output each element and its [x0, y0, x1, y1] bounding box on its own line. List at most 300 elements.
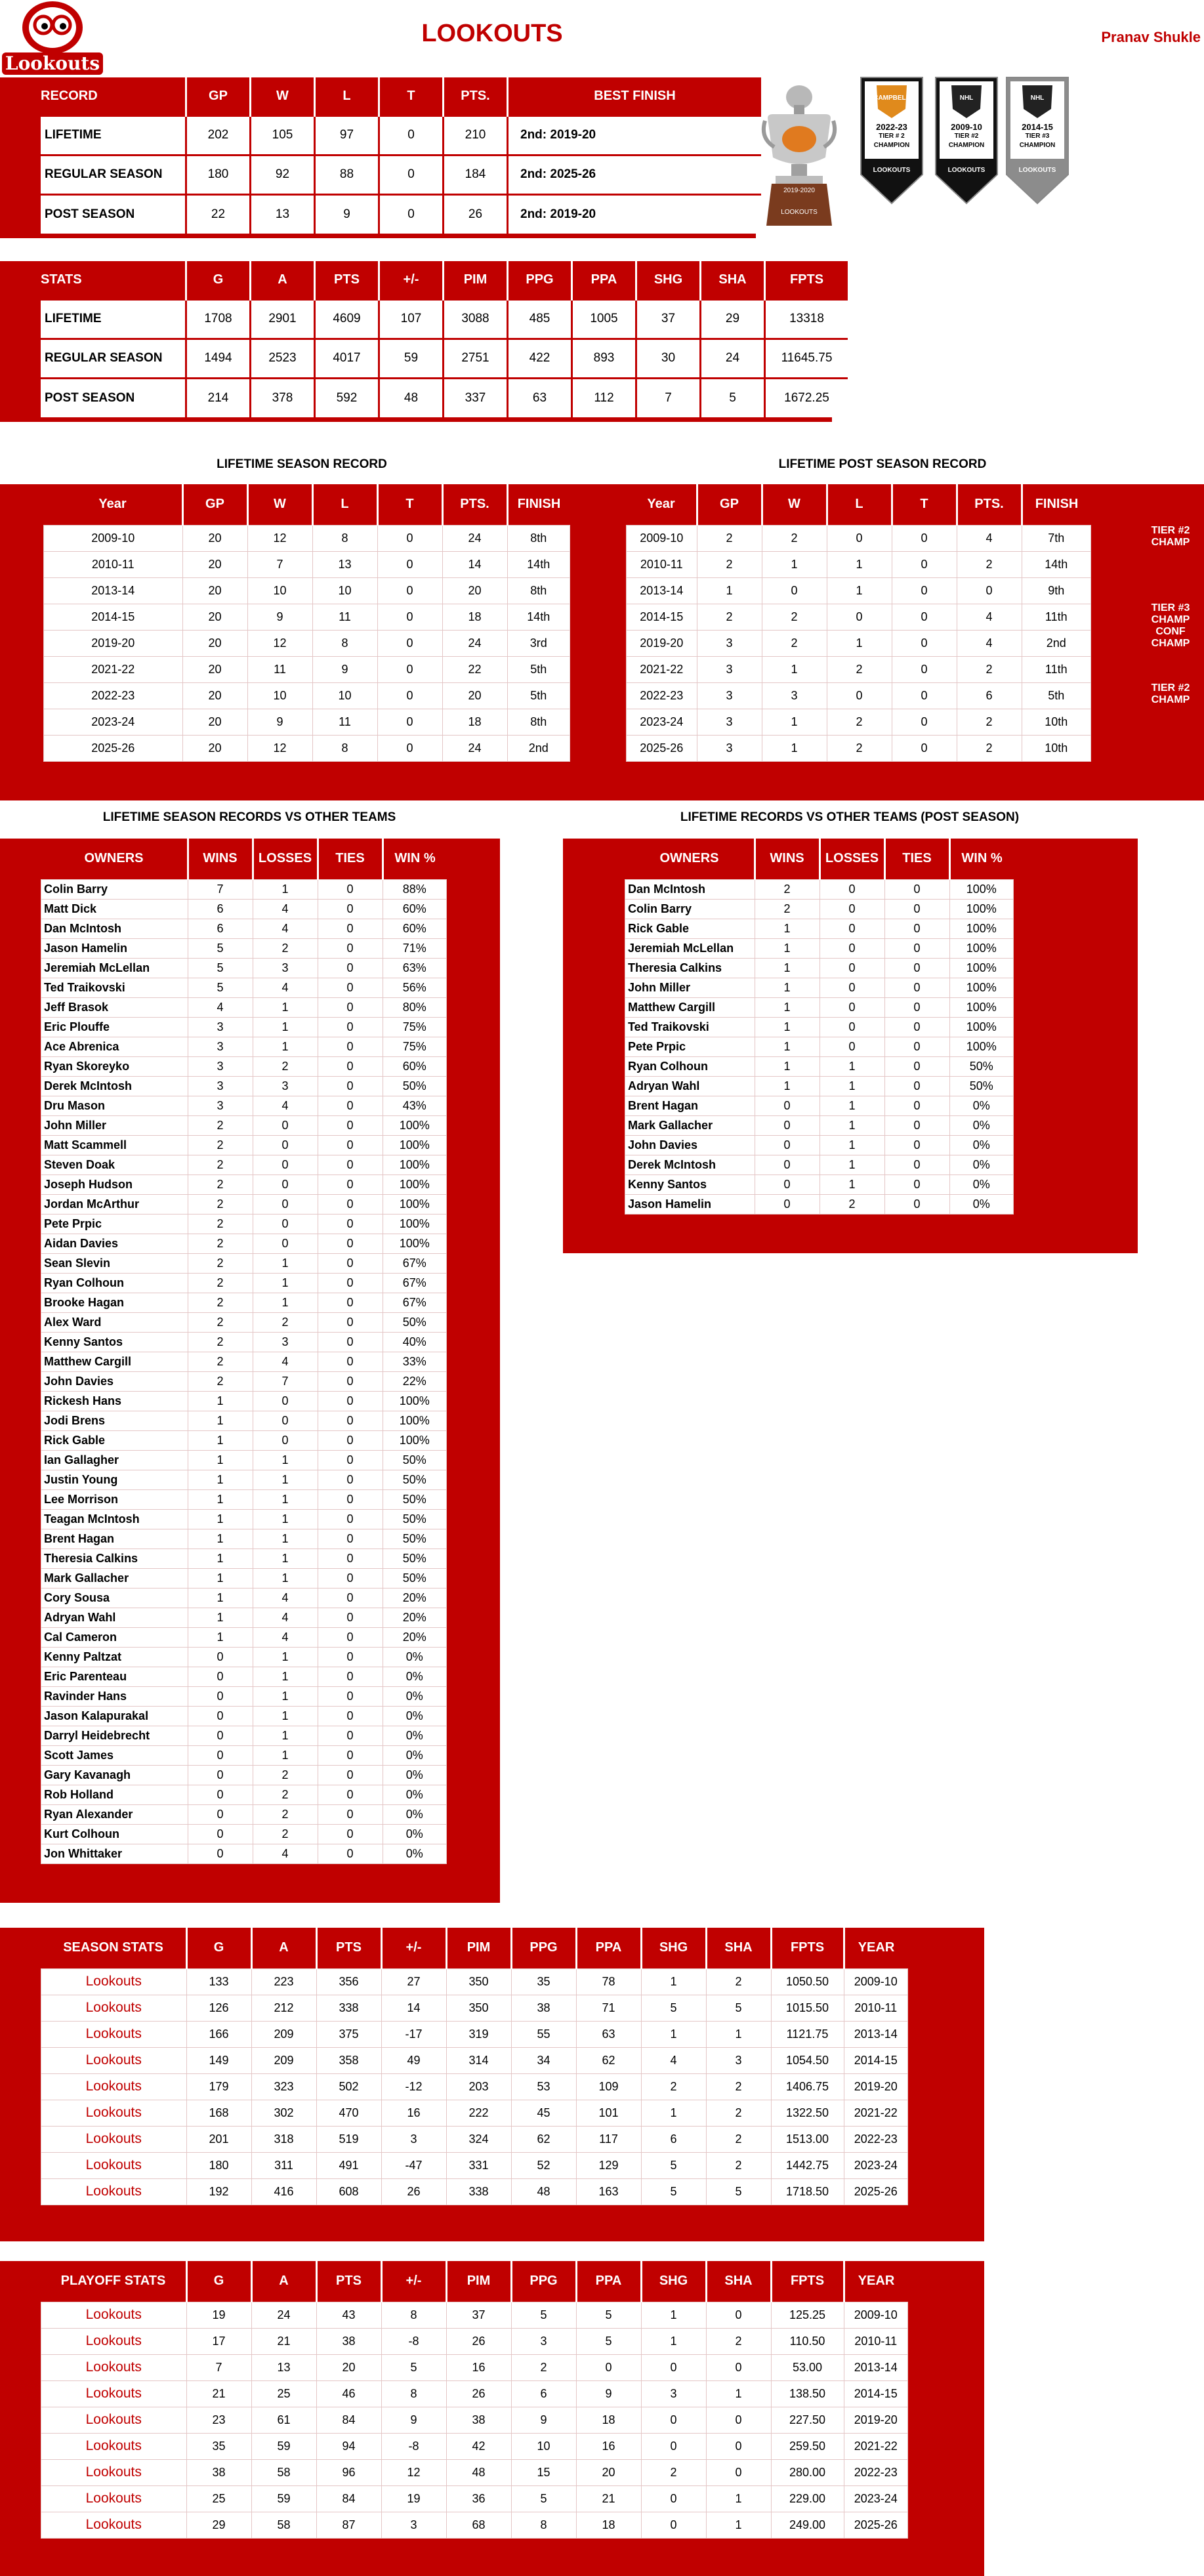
header-spacer — [0, 77, 41, 115]
banner-year: 2014-15 — [1022, 122, 1053, 132]
column-header: W — [762, 484, 827, 525]
table-cell: 5 — [381, 2354, 446, 2380]
table-cell: 84 — [316, 2485, 381, 2512]
table-cell: 331 — [446, 2152, 511, 2178]
table-cell: 0 — [318, 1844, 383, 1863]
table-cell: 0 — [884, 1135, 949, 1155]
column-header: +/- — [381, 2261, 446, 2302]
table-row — [41, 2302, 908, 2328]
table-cell: 0 — [377, 604, 442, 630]
table-cell: 0% — [383, 1726, 447, 1745]
row-spacer — [0, 339, 41, 378]
table-row — [627, 630, 1091, 656]
column-header: GP — [697, 484, 762, 525]
row-label: Brent Hagan — [41, 1529, 188, 1548]
row-label: Lookouts — [41, 2302, 187, 2328]
column-header: SHA — [706, 2261, 771, 2302]
table-cell: 1 — [188, 1411, 253, 1430]
table-cell: 48 — [379, 378, 444, 417]
table-cell: 502 — [316, 2073, 381, 2100]
table-cell: 2 — [697, 525, 762, 551]
table-cell: 5 — [701, 378, 765, 417]
table-cell: 209 — [251, 2047, 316, 2073]
column-header: PPA — [576, 1928, 641, 1968]
column-header: PIM — [446, 1928, 511, 1968]
table-cell: 2nd: 2019-20 — [508, 194, 762, 234]
row-label: Lookouts — [41, 2407, 187, 2433]
table-row — [0, 299, 848, 339]
table-cell: 2023-24 — [844, 2152, 908, 2178]
table-cell: 358 — [316, 2047, 381, 2073]
row-label: Lookouts — [41, 2100, 187, 2126]
table-cell: 100% — [949, 879, 1014, 899]
table-cell: 0 — [318, 919, 383, 938]
table-cell: 0 — [884, 899, 949, 919]
table-cell: 60% — [383, 919, 447, 938]
table-cell: 0 — [892, 709, 957, 735]
table-cell: 71% — [383, 938, 447, 958]
table-cell: 5 — [511, 2485, 576, 2512]
table-row — [627, 577, 1091, 604]
table-cell: 50% — [383, 1548, 447, 1568]
table-cell: 59 — [379, 339, 444, 378]
table-cell: 0 — [884, 1037, 949, 1056]
table-cell: 3 — [697, 656, 762, 682]
row-label: Lookouts — [41, 1995, 187, 2021]
table-cell: 1 — [827, 630, 892, 656]
table-cell: 0 — [884, 879, 949, 899]
table-cell: 2 — [253, 1056, 318, 1076]
table-cell: 0% — [383, 1824, 447, 1844]
table-cell: 0 — [884, 919, 949, 938]
table-row — [41, 1509, 447, 1529]
column-header: T — [892, 484, 957, 525]
table-cell: 0 — [641, 2512, 706, 2538]
row-label: 2009-10 — [44, 525, 183, 551]
table-cell: 0 — [820, 958, 884, 978]
row-spacer — [0, 378, 41, 417]
row-label: Pete Prpic — [41, 1214, 188, 1234]
row-label: 2022-23 — [627, 682, 697, 709]
row-label: Ted Traikovski — [41, 978, 188, 997]
table-cell: 0 — [641, 2354, 706, 2380]
table-row — [41, 919, 447, 938]
table-cell: 11645.75 — [765, 339, 848, 378]
banner-result: CHAMPION — [948, 142, 985, 149]
table-cell: 24 — [442, 735, 507, 761]
season-record-title: LIFETIME SEASON RECORD — [217, 457, 387, 471]
table-cell: 1 — [820, 1155, 884, 1174]
table-cell: 0 — [188, 1706, 253, 1726]
table-cell: 67% — [383, 1253, 447, 1273]
table-cell: 1 — [253, 1745, 318, 1765]
table-cell: 0 — [820, 938, 884, 958]
table-cell: 2 — [253, 938, 318, 958]
table-cell: 49 — [381, 2047, 446, 2073]
table-row — [627, 682, 1091, 709]
banner-logo: NHL — [1030, 94, 1045, 102]
table-cell: 17 — [186, 2328, 251, 2354]
table-cell: 2 — [188, 1371, 253, 1391]
table-cell: 2 — [188, 1273, 253, 1293]
table-cell: 24 — [251, 2302, 316, 2328]
row-label: Dan McIntosh — [41, 919, 188, 938]
table-cell: 1 — [755, 1017, 820, 1037]
table-cell: 4017 — [315, 339, 379, 378]
row-label: Kenny Paltzat — [41, 1647, 188, 1667]
table-cell: 100% — [949, 997, 1014, 1017]
table-cell: 2 — [755, 879, 820, 899]
table-row — [41, 1726, 447, 1745]
table-cell: 80% — [383, 997, 447, 1017]
table-row — [627, 709, 1091, 735]
table-cell: 2 — [697, 604, 762, 630]
table-cell: 0 — [318, 1726, 383, 1745]
banner-year: 2022-23 — [876, 122, 907, 132]
table-cell: 50% — [383, 1529, 447, 1548]
table-cell: 6 — [188, 919, 253, 938]
table-cell: 1 — [188, 1391, 253, 1411]
table-cell: 249.00 — [771, 2512, 844, 2538]
column-header: Year — [44, 484, 183, 525]
row-label: Rickesh Hans — [41, 1391, 188, 1411]
table-row — [41, 2459, 908, 2485]
table-cell: 26 — [444, 194, 508, 234]
table-cell: 1 — [253, 1470, 318, 1489]
table-row — [41, 1096, 447, 1115]
table-cell: 68 — [446, 2512, 511, 2538]
table-cell: 2 — [957, 735, 1022, 761]
table-cell: 100% — [383, 1234, 447, 1253]
table-cell: 9 — [381, 2407, 446, 2433]
table-cell: 1 — [253, 1667, 318, 1686]
column-header: TIES — [318, 839, 383, 879]
table-row — [41, 2328, 908, 2354]
row-label: 2010-11 — [44, 551, 183, 577]
table-cell: 11 — [312, 604, 377, 630]
column-header: PTS — [315, 261, 379, 299]
table-cell: 100% — [949, 938, 1014, 958]
table-cell: 0 — [755, 1174, 820, 1194]
row-label: REGULAR SEASON — [41, 155, 186, 194]
table-cell: 4 — [957, 604, 1022, 630]
table-cell: 1 — [706, 2485, 771, 2512]
table-cell: 2 — [188, 1115, 253, 1135]
banner-tier: TIER # 2 — [879, 133, 905, 140]
table-cell: 50% — [383, 1509, 447, 1529]
table-cell: 0 — [892, 551, 957, 577]
table-cell: 422 — [508, 339, 572, 378]
table-cell: 100% — [383, 1155, 447, 1174]
table-cell: 0 — [318, 1332, 383, 1352]
table-cell: 105 — [251, 115, 315, 155]
table-cell: 1 — [820, 1135, 884, 1155]
table-cell: 23 — [186, 2407, 251, 2433]
table-cell: 1 — [827, 551, 892, 577]
table-cell: 1672.25 — [765, 378, 848, 417]
table-cell: 60% — [383, 1056, 447, 1076]
table-row — [41, 2100, 908, 2126]
table-cell: 2nd — [1022, 630, 1091, 656]
header-spacer — [0, 261, 41, 299]
table-cell: 50% — [383, 1450, 447, 1470]
table-cell: 0 — [755, 1115, 820, 1135]
table-cell: 25 — [186, 2485, 251, 2512]
column-header: RECORD — [41, 77, 186, 115]
table-cell: 0 — [318, 899, 383, 919]
table-cell: 350 — [446, 1995, 511, 2021]
table-cell: 1 — [253, 1548, 318, 1568]
table-cell: 29 — [186, 2512, 251, 2538]
table-cell: 22 — [186, 194, 251, 234]
table-cell: 0 — [188, 1844, 253, 1863]
table-cell: 7 — [186, 2354, 251, 2380]
table-row — [44, 709, 570, 735]
table-cell: 7 — [636, 378, 701, 417]
champion-banner — [934, 76, 999, 205]
table-cell: 138.50 — [771, 2380, 844, 2407]
table-row — [625, 997, 1014, 1017]
table-cell: 2 — [706, 2126, 771, 2152]
table-cell: 50% — [383, 1076, 447, 1096]
table-cell: 0 — [253, 1214, 318, 1234]
table-cell: 0 — [253, 1234, 318, 1253]
table-cell: 5 — [576, 2302, 641, 2328]
table-cell: 5 — [706, 2178, 771, 2205]
table-cell: 1054.50 — [771, 2047, 844, 2073]
table-cell: 12 — [247, 630, 312, 656]
column-header: G — [186, 261, 251, 299]
table-cell: 2 — [188, 1332, 253, 1352]
table-row — [41, 2126, 908, 2152]
playoff-note: TIER #3 CHAMP CONF CHAMP — [1151, 602, 1190, 649]
table-row — [41, 1647, 447, 1667]
banner-result: CHAMPION — [1019, 142, 1056, 149]
table-cell: 2010-11 — [844, 1995, 908, 2021]
table-row — [41, 1076, 447, 1096]
row-label: Teagan McIntosh — [41, 1509, 188, 1529]
table-cell: 375 — [316, 2021, 381, 2047]
table-row — [0, 115, 761, 155]
table-cell: 18 — [576, 2512, 641, 2538]
table-cell: 0 — [318, 1529, 383, 1548]
row-label: 2025-26 — [44, 735, 183, 761]
table-cell: 0 — [706, 2302, 771, 2328]
banner-result: CHAMPION — [873, 142, 910, 149]
table-cell: 100% — [949, 1037, 1014, 1056]
table-cell: 0 — [318, 1509, 383, 1529]
table-cell: 4 — [957, 525, 1022, 551]
table-cell: 470 — [316, 2100, 381, 2126]
table-row — [44, 682, 570, 709]
table-cell: 0% — [949, 1174, 1014, 1194]
column-header: PIM — [446, 2261, 511, 2302]
column-header: FPTS — [771, 2261, 844, 2302]
table-cell: 0 — [884, 1115, 949, 1135]
vs-teams-post-table — [625, 839, 1014, 1215]
table-cell: 0 — [827, 682, 892, 709]
table-row — [41, 1194, 447, 1214]
row-label: John Davies — [625, 1135, 755, 1155]
table-cell: 14th — [507, 551, 570, 577]
table-cell: 0 — [318, 1745, 383, 1765]
table-cell: 1 — [820, 1115, 884, 1135]
table-cell: -8 — [381, 2433, 446, 2459]
table-row — [627, 735, 1091, 761]
table-cell: 2 — [188, 1214, 253, 1234]
column-header: A — [251, 2261, 316, 2302]
table-cell: 0 — [318, 1076, 383, 1096]
table-row — [41, 1056, 447, 1076]
row-label: Cal Cameron — [41, 1627, 188, 1647]
table-cell: 0 — [188, 1804, 253, 1824]
table-cell: 2 — [706, 1968, 771, 1995]
table-row — [41, 1155, 447, 1174]
table-row — [41, 1529, 447, 1548]
table-row — [41, 1608, 447, 1627]
table-cell: 0 — [188, 1785, 253, 1804]
table-row — [41, 2047, 908, 2073]
table-cell: 6 — [188, 899, 253, 919]
cup-year: 2019-2020 — [783, 187, 815, 194]
column-header: FPTS — [765, 261, 848, 299]
table-row — [625, 1135, 1014, 1155]
table-cell: 259.50 — [771, 2433, 844, 2459]
table-cell: 378 — [251, 378, 315, 417]
table-cell: 34 — [511, 2047, 576, 2073]
table-cell: 13318 — [765, 299, 848, 339]
table-cell: 2 — [188, 1234, 253, 1253]
table-cell: 129 — [576, 2152, 641, 2178]
table-cell: 110.50 — [771, 2328, 844, 2354]
table-cell: -8 — [381, 2328, 446, 2354]
table-cell: 3 — [381, 2512, 446, 2538]
table-cell: 0 — [706, 2433, 771, 2459]
table-cell: 0 — [827, 525, 892, 551]
table-cell: 192 — [186, 2178, 251, 2205]
table-cell: 0 — [377, 656, 442, 682]
column-header: T — [379, 77, 444, 115]
table-cell: 0 — [318, 1391, 383, 1411]
table-cell: 0 — [379, 194, 444, 234]
row-label: POST SEASON — [41, 378, 186, 417]
row-label: Jeremiah McLellan — [41, 958, 188, 978]
table-cell: 109 — [576, 2073, 641, 2100]
table-cell: 100% — [949, 978, 1014, 997]
table-cell: 100% — [383, 1430, 447, 1450]
banner-logo: CAMPBELL — [873, 94, 910, 102]
row-label: Mark Gallacher — [41, 1568, 188, 1588]
table-cell: 2 — [188, 1253, 253, 1273]
table-cell: 0 — [253, 1174, 318, 1194]
table-cell: 0 — [318, 1312, 383, 1332]
table-cell: 19 — [186, 2302, 251, 2328]
row-label: Matthew Cargill — [41, 1352, 188, 1371]
table-cell: 0 — [755, 1096, 820, 1115]
table-cell: 100% — [949, 958, 1014, 978]
table-cell: 1 — [762, 551, 827, 577]
table-cell: 0 — [892, 630, 957, 656]
table-row — [41, 2380, 908, 2407]
column-header: PPG — [508, 261, 572, 299]
row-spacer — [0, 115, 41, 155]
table-cell: 0 — [318, 1253, 383, 1273]
table-cell: 14th — [1022, 551, 1091, 577]
table-cell: 0% — [383, 1785, 447, 1804]
table-cell: 1 — [253, 1647, 318, 1667]
row-label: John Davies — [41, 1371, 188, 1391]
table-cell: 0 — [755, 1194, 820, 1214]
trophy-cup — [760, 79, 839, 228]
row-label: Jason Hamelin — [41, 938, 188, 958]
column-header: G — [186, 2261, 251, 2302]
table-cell: 48 — [511, 2178, 576, 2205]
column-header: STATS — [41, 261, 186, 299]
table-cell: 2751 — [444, 339, 508, 378]
table-cell: 3 — [381, 2126, 446, 2152]
row-label: Dru Mason — [41, 1096, 188, 1115]
table-cell: 22 — [442, 656, 507, 682]
table-cell: 8th — [507, 525, 570, 551]
table-cell: 53 — [511, 2073, 576, 2100]
table-row — [44, 656, 570, 682]
column-header: PTS. — [442, 484, 507, 525]
table-cell: 1 — [762, 709, 827, 735]
column-header: OWNERS — [625, 839, 755, 879]
row-label: Lookouts — [41, 2485, 187, 2512]
table-cell: 0 — [762, 577, 827, 604]
table-cell: 1 — [188, 1430, 253, 1450]
table-row — [41, 938, 447, 958]
table-cell: 3rd — [507, 630, 570, 656]
table-cell: 2010-11 — [844, 2328, 908, 2354]
table-cell: 2 — [762, 604, 827, 630]
table-cell: 2 — [188, 1155, 253, 1174]
table-row — [627, 525, 1091, 551]
column-header: OWNERS — [41, 839, 188, 879]
table-cell: 203 — [446, 2073, 511, 2100]
column-header: PLAYOFF STATS — [41, 2261, 187, 2302]
table-cell: 63 — [576, 2021, 641, 2047]
row-label: Adryan Wahl — [41, 1608, 188, 1627]
table-cell: 1 — [755, 1076, 820, 1096]
table-cell: 0 — [188, 1745, 253, 1765]
table-row — [41, 1968, 908, 1995]
table-row — [44, 604, 570, 630]
row-label: Colin Barry — [625, 899, 755, 919]
table-row — [41, 1115, 447, 1135]
table-row — [0, 155, 761, 194]
table-cell: 2009-10 — [844, 1968, 908, 1995]
table-cell: 1 — [755, 958, 820, 978]
row-label: Ryan Skoreyko — [41, 1056, 188, 1076]
table-cell: 1 — [755, 978, 820, 997]
table-cell: 88 — [315, 155, 379, 194]
table-cell: 0 — [377, 735, 442, 761]
table-cell: 3 — [253, 1332, 318, 1352]
table-cell: 94 — [316, 2433, 381, 2459]
table-cell: 7 — [188, 879, 253, 899]
table-row — [41, 1352, 447, 1371]
table-cell: 1 — [762, 735, 827, 761]
table-cell: 338 — [446, 2178, 511, 2205]
table-cell: 2 — [827, 735, 892, 761]
column-header: LOSSES — [820, 839, 884, 879]
table-cell: 20 — [316, 2354, 381, 2380]
table-cell: 3 — [511, 2328, 576, 2354]
table-cell: 100% — [383, 1411, 447, 1430]
table-cell: 0 — [706, 2407, 771, 2433]
